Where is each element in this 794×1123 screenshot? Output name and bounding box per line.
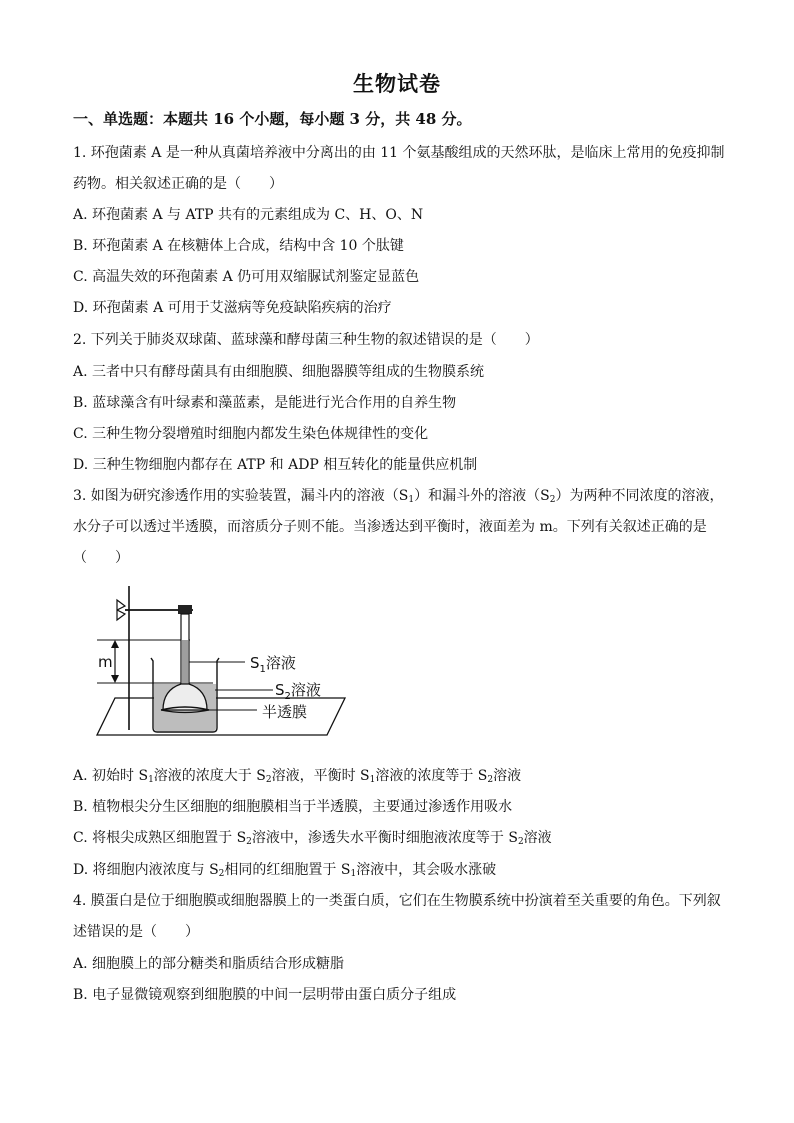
q3-stem-part: 3. 如图为研究渗透作用的实验装置，漏斗内的溶液（S — [73, 488, 409, 504]
q3-option-a: A. 初始时 $S_1$溶液的浓度大于 $S_2$溶液，平衡时 $S_1$溶液的浓度等于 $S_2$溶液 — [73, 768, 522, 785]
osmosis-apparatus-figure — [95, 578, 355, 748]
q3-stem-part: ）为两种不同浓度的溶液， — [555, 488, 724, 504]
section-heading: 一、单选题：本题共 16 个小题，每小题 3 分，共 48 分。 — [73, 110, 472, 128]
label-s2-solution: $S_2$溶液 — [275, 681, 321, 702]
label-membrane: 半透膜 — [262, 703, 308, 721]
q2-option-c: C. 三种生物分裂增殖时细胞内都发生染色体规律性的变化 — [73, 426, 429, 442]
q4-option-b: B. 电子显微镜观察到细胞膜的中间一层明带由蛋白质分子组成 — [73, 987, 457, 1003]
label-m: m — [98, 653, 113, 671]
q2-stem-line1: 2. 下列关于肺炎双球菌、蓝球藻和酵母菌三种生物的叙述错误的是（ ） — [73, 332, 539, 348]
q1-option-c: C. 高温失效的环孢菌素 A 仍可用双缩脲试剂鉴定显蓝色 — [73, 269, 420, 285]
q4-stem-line2: 述错误的是（ ） — [73, 924, 199, 940]
q3-option-d: D. 将细胞内液浓度与 $S_2$相同的红细胞置于 $S_1$溶液中，其会吸水涨破 — [73, 862, 497, 879]
platform — [97, 698, 345, 735]
q2-option-a: A. 三者中只有酵母菌具有由细胞膜、细胞器膜等组成的生物膜系统 — [73, 364, 485, 380]
subscript: 1 — [408, 495, 415, 505]
q4-stem-line1: 4. 膜蛋白是位于细胞膜或细胞器膜上的一类蛋白质，它们在生物膜系统中扮演着至关重要的角色。下列叙 — [73, 893, 721, 909]
page-title: 生物试卷 — [353, 71, 441, 96]
q1-option-a: A. 环孢菌素 A 与 ATP 共有的元素组成为 C、H、O、N — [73, 207, 424, 223]
q3-option-c: C. 将根尖成熟区细胞置于 $S_2$溶液中，渗透失水平衡时细胞液浓度等于 $S_2$溶液 — [73, 830, 552, 847]
label-s1-solution: $S_1$溶液 — [250, 654, 296, 675]
q3-option-b: B. 植物根尖分生区细胞的细胞膜相当于半透膜，主要通过渗透作用吸水 — [73, 799, 513, 815]
tube-liquid — [182, 640, 188, 684]
q2-option-b: B. 蓝球藻含有叶绿素和藻蓝素，是能进行光合作用的自养生物 — [73, 395, 457, 411]
q3-stem-line1 — [73, 485, 723, 505]
q3-stem-line3: （ ） — [73, 550, 129, 566]
q1-stem-line1: 1. 环孢菌素 A 是一种从真菌培养液中分离出的由 11 个氨基酸组成的天然环肽，是临床上常用的免疫抑制 — [73, 145, 725, 161]
q2-option-d: D. 三种生物细胞内都存在 ATP 和 ADP 相互转化的能量供应机制 — [73, 457, 478, 473]
q1-option-d: D. 环孢菌素 A 可用于艾滋病等免疫缺陷疾病的治疗 — [73, 300, 392, 316]
q1-option-b: B. 环孢菌素 A 在核糖体上合成，结构中含 10 个肽键 — [73, 238, 404, 254]
clamp-screw — [117, 600, 125, 620]
q3-stem-part: ）和漏斗外的溶液（S — [414, 488, 550, 504]
subscript: 2 — [549, 495, 556, 505]
q3-stem-line2: 水分子可以透过半透膜，而溶质分子则不能。当渗透达到平衡时，液面差为 m。下列有关叙述正确的是 — [73, 519, 707, 535]
q1-stem-line2: 药物。相关叙述正确的是（ ） — [73, 176, 283, 192]
funnel-stopper — [178, 605, 192, 614]
q4-option-a: A. 细胞膜上的部分糖类和脂质结合形成糖脂 — [73, 956, 345, 972]
